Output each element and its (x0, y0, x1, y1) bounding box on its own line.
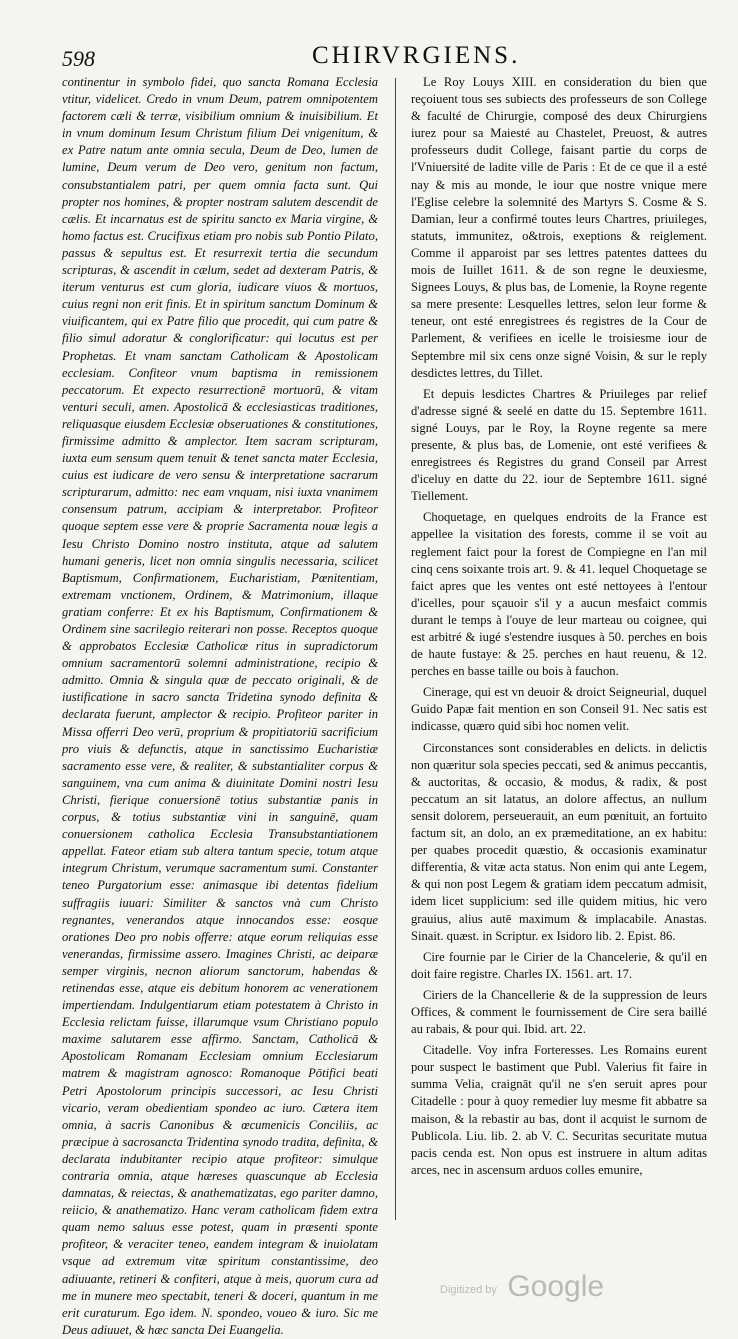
right-column (411, 74, 707, 1183)
paragraph-royal-confirmation: Le Roy Louys XIII. en consideration du bien que reçoiuent tous ses subiects des professeurs de son College & faculté de Chirurgie, composé des deux Chirurgiens iurez pour sa Maiesté au Chastelet, Preuost, & autres professeurs dudit College, faisant partie du corps de l'Vniuersité de ladite ville de Paris : Et de ce que il a esté nay & mis au monde, le iour que nostre vnique mere l'Eglise celebre la solemnité des Martyrs S. Cosme & S. Damian, leur a confirmé toutes leurs Chartres, priuileges, statuts, immunitez, o&trois, exeptions & reiglement. Comme il apparoist par ses lettres patentes dattees du mois de Iuillet 1611. & de son regne le deuxiesme, Signees Louys, & plus bas, de Lomenie, la Royne regente sa mere presente: Lesquelles lettres, selon leur forme & teneur, ont esté enregistrees és registres de la Cour de Parlement, & verifiees en icelle le troisiesme iour de Septembre mil six cens onze signé Voisin, & sur le reply desdictes lettres, du Tillet. (411, 75, 707, 380)
entry-cire: Cire fournie par le Cirier de la Chancelerie, & qu'il en doit faire registre. Charles IX. 1561. art. 17. (411, 949, 707, 981)
left-column (62, 74, 378, 1339)
watermark-prefix: Digitized by (440, 1284, 497, 1296)
entry-citadelle: Citadelle. Voy infra Forteresses. Les Romains eurent pour suspect le bastiment que Publ. Valerius fit faire in summa Velia, craignāt qu'il ne s'en seruit apres pour Citadelle : pour à quoy remedier luy mesme fit abbatre sa maison, & la rebastir au bas, dont il acquist le surnom de Publicola. Liu. lib. 2. ab V. C. Securitas securitate mutua pacis cenda est. Non opus est instruere in altum aditas arces, nec in ascensum arduos colles emunire, (411, 1043, 707, 1177)
entry-choquetage: Choquetage, en quelques endroits de la France est appellee la visitation des forests, comme il se voit au reglement faict pour la forest de Compiegne en l'an mil cinq cens soixante trois art. 9. & 41. lequel Choquetage se faict apres que les ventes ont esté nettoyees à l'entour d'icelles, pour sçauoir s'il y a aucun mesfaict commis durant le temps à l'ouye de leur marteau ou coignee, qui est arbitré & iugé s'estendre iusques à 50. perches en bois de haute fustaye: & 25. perches en haut reuenu, & 12. perches en basse taille ou bois à fauchon. (411, 510, 707, 679)
paragraph-relief-adresse: Et depuis lesdictes Chartres & Priuileges par relief d'adresse signé & seelé en datte du 15. Septembre 1611. signé Louys, par le Roy, la Royne regente sa mere presente, & plus bas, de Lomenie, ont esté verifiees & enregistrees és Registres du grand Conseil par Arrest d'iceluy en datte du 22. iour de Septembre 1611. signé Tiellement. (411, 386, 707, 504)
entry-ciriers: Ciriers de la Chancellerie & de la suppression de leurs Offices, & comment le fournissement de Cire sera baillé au rabais, & pour qui. Ibid. art. 22. (411, 987, 707, 1037)
page-header (62, 40, 702, 74)
entry-circonstances: Circonstances sont considerables en delicts. in delictis non quæritur sola species peccati, sed & animus peccantis, & auctoritas, & occasio, & modus, & radix, & post peccatum an sit latatus, an dolore affectus, an nullum sensit dolorem, perseuerauit, an eum pœnituit, an fortuito factum sit, an dolo, an ex præmeditatione, an ex habitu: per quabes procedit quæstio, & occasionis examinatur differentia, & vitæ acta status. Non enim qui ante Legem, & qui non post Legem & gratiam idem peccatum admisit, idem licet supplicium: sed ille quidem mitius, hic vero grauius, alius autē maximum & implacabile. Anastas. Sinait. quæst. in Scriptur. ex Isidoro lib. 2. Epist. 86. (411, 740, 707, 943)
column-divider (395, 78, 396, 1220)
entry-cinerage: Cinerage, qui est vn deuoir & droict Seigneurial, duquel Guido Papæ fait mention en son Conseil 91. Nec satis est indicasse, quæro quid sibi hoc nomen velit. (411, 685, 707, 734)
google-logo: Google (507, 1270, 605, 1303)
running-title: CHIRVRGIENS. (312, 42, 521, 69)
digitized-watermark (440, 1270, 604, 1304)
page-number: 598 (62, 46, 95, 71)
creed-text: continentur in symbolo fidei, quo sancta Romana Ecclesia vtitur, videlicet. Credo in vnum Deum, patrem omnipotentem factorem cæli & terræ, visibilium omnium & inuisibilium. Et in vnum dominum Iesum Christum filium Dei vnigenitum, & ex Patre natum ante omnia secula, Deum de Deo, lumen de lumine, Deum verum de Deo vero, genitum non factum, consubstantialem patri, per quem omnia facta sunt. Qui propter nos homines, & propter nostram salutem descendit de cælis. Et incarnatus est de spiritu sancto ex Maria virgine, & homo factus est. Crucifixus etiam pro nobis sub Pontio Pilato, passus & sepultus est. Et resurrexit tertia die secundum scripturas, & ascendit in cælum, sedet ad dexteram Patris, & iterum venturus est cum gloria, iudicare viuos & mortuos, cuius regni non erit finis. Et in spiritum sanctum Dominum & viuificantem, qui ex Patre filio que procedit, qui cum patre & filio simul adoratur & conglorificatur: qui locutus est per Prophetas. Et vnam sanctam Catholicam & Apostolicam ecclesiam. Confiteor vnum baptisma in remissionem peccatorum. Et expecto resurrectionē mortuorū, & vitam venturi seculi, amen. Apostolicā & ecclesiasticas traditiones, reliquasque eiusdem Ecclesiæ obseruationes & constitutiones, firmissime admitto & amplector. Item sacram scripturam, iuxta eum sensum quem tenuit & tenet sancta mater Ecclesia, cuius est iudicare de vero sensu & interpretatione sacrarum scripturarum, admitto: nec eam vnquam, nisi iuxta vnanimem consensum patrum, accipiam & interpretabor. Profiteor quoque septem esse vere & proprie Sacramenta nouæ legis a Iesu Christo Domino nostro instituta, atque ad salutem humani generis, licet non omnia singulis necessaria, scilicet Baptismum, Confirmationem, Eucharistiam, Pœnitentiam, extremam vnctionem, Ordinem, & Matrimonium, illaque gratiam conferre: Et ex his Baptismum, Confirmationem & Ordinem sine sacrilegio reiterari non posse. Receptos quoque & approbatos Ecclesiæ Catholicæ ritus in supradictorum omnium sacramentorū solemni administratione, recipio & admitto. Omnia & singula quæ de peccato originali, & de iustificatione in sacro sancta Tridetina synodo definita & declarata fuerunt, amplector & recipio. Profiteor pariter in Missa offerri Deo verū, proprium & propitiatoriū sacrificium pro viuis & defunctis, atque in sanctissimo Eucharistiæ sacramento esse vere, & realiter, & substantialiter corpus & sanguinem, vna cum anima & diuinitate Domini nostri Iesu Christi, fierique conuersionē totius substantiæ panis in corpus, & totius substantiæ vini in sanguinē, quam conuersionem catholica Ecclesia Transubstantiationem appellat. Fateor etiam sub altera tantum specie, totum atque integrum Christum, verumque sacramentum sumi. Constanter teneo Purgatorium esse: animasque ibi detentas fidelium suffragiis iuuari: Similiter & sanctos vnà cum Christo regnantes, venerandos atque innocandos esse: eosque orationes Deo pro nobis offerre: atque eorum reliquias esse venerandas, firmissime assero. Imagines Christi, ac deiparæ semper virginis, necnon aliorum sanctorum, habendas & retinendas esse, atque eis debitum honorem ac venerationem impertiendam. Indulgentiarum etiam potestatem à Christo in Ecclesia relictam fuisse, illarumque vsum Christiano populo maxime salutarem esse affirmo. Sanctam, Catholicā & Apostolicam Romanam Ecclesiam omnium Ecclesiarum matrem & magistram agnosco: Romanoque Pōtifici beati Petri Apostolorum principis successori, ac Iesu Christi vicario, veram obedientiam spondeo ac iuro. Cætera item omnia, à sacris Canonibus & œcumenicis Conciliis, ac præcipue à sacrosancta Tridentina synodo tradita, definita, & declarata indubitanter recipio atque profiteor: simulque contraria omnia, atque hæreses quascunque ab Ecclesia damnatas, & reiectas, & anathematizatas, ego pariter damno, reiicio, & anathematizo. Hanc veram catholicam fidem extra quam nemo saluus esse potest, quam in præsenti sponte profiteor, & veraciter teneo, eandem integram & inuiolatam vsque ad extremum vitæ spiritum constantissime, deo adiuuante, retineri & confiteri, atque à meis, quorum cura ad me in munere meo spectabit, teneri & doceri, quantum in me erit curaturum. Ego idem. N. spondeo, voueo & iuro. Sic me Deus adiuuet, & hæc sancta Dei Euangelia. (62, 75, 378, 1337)
